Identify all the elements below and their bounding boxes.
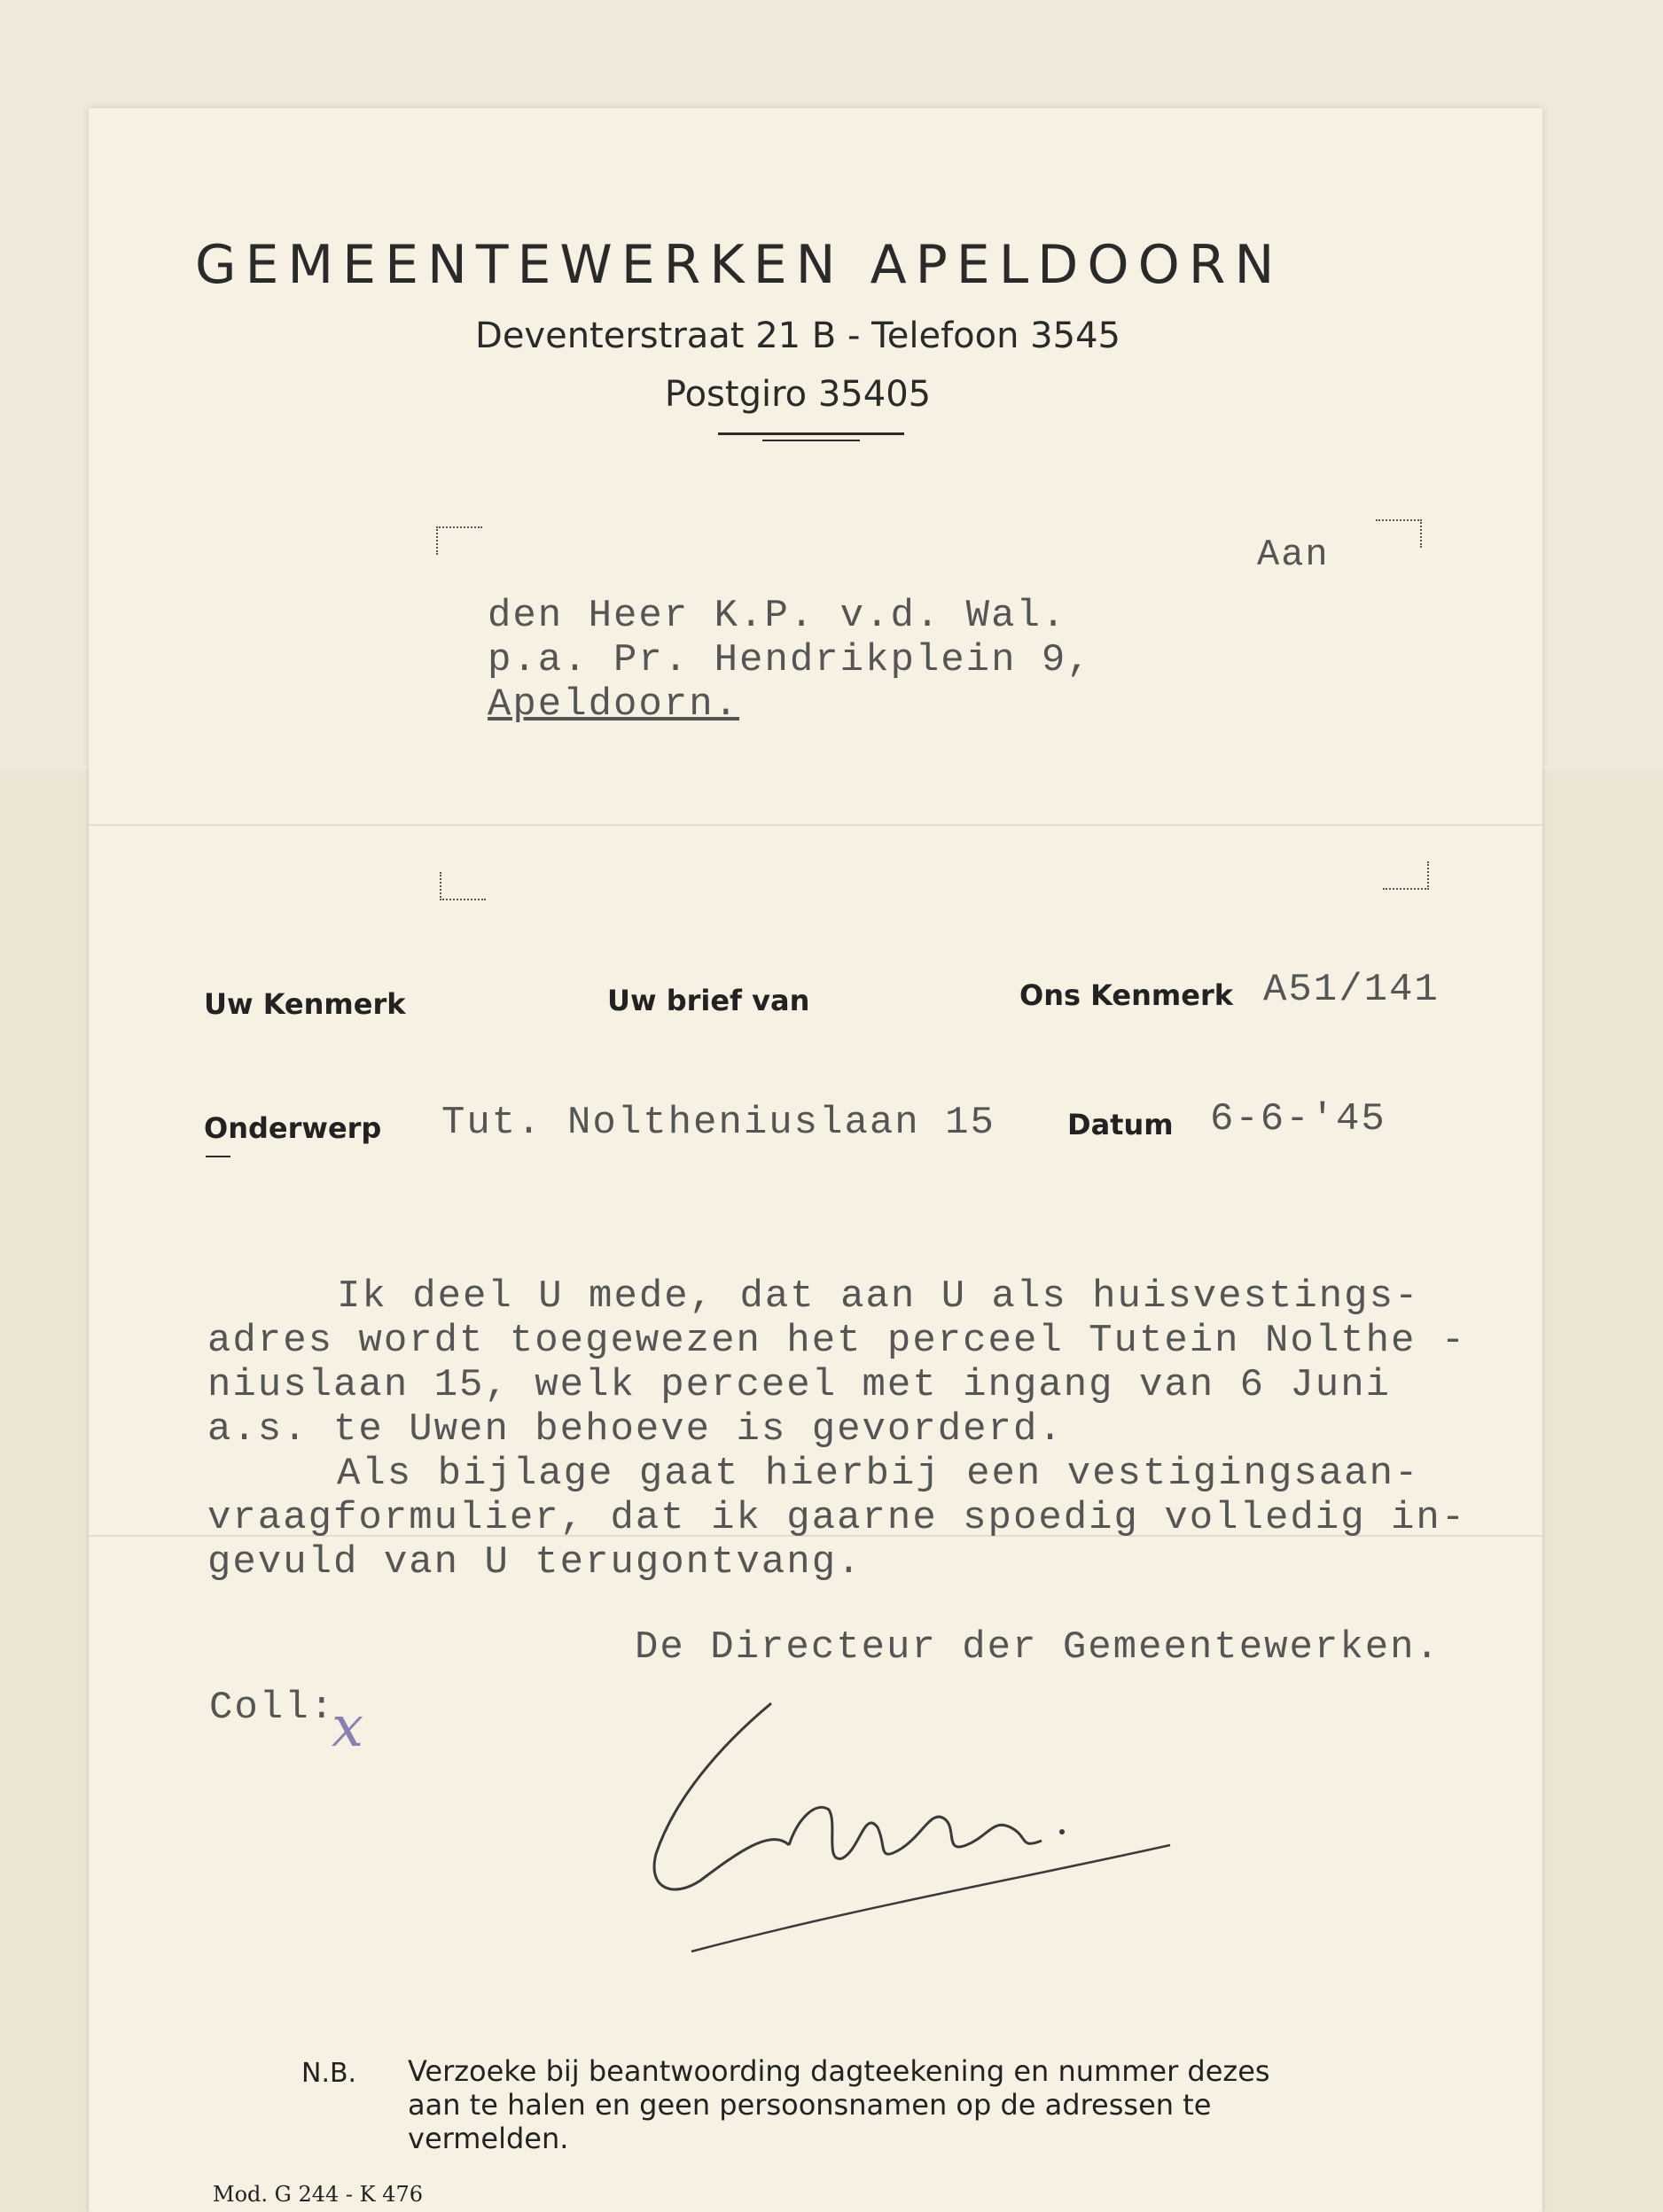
your-letter-label: Uw brief van	[607, 984, 810, 1017]
body-line: vraagformulier, dat ik gaarne spoedig volledig in-	[207, 1496, 1467, 1540]
recipient-line: den Heer K.P. v.d. Wal.	[488, 594, 1067, 638]
letter-sheet	[89, 108, 1542, 2212]
subject-value: Tut. Noltheniuslaan 15	[441, 1101, 995, 1145]
recipient-line: p.a. Pr. Hendrikplein 9,	[488, 638, 1092, 682]
your-reference-label: Uw Kenmerk	[204, 987, 406, 1021]
address-window-corner-tr	[1376, 519, 1422, 548]
recipient-line-city: Apeldoorn.	[488, 682, 740, 727]
body-line: Als bijlage gaat hierbij een vestigingsaan-	[337, 1452, 1420, 1496]
footer-nb-label: N.B.	[301, 2058, 357, 2089]
letterhead-giro: Postgiro 35405	[664, 374, 932, 415]
signatory-title: De Directeur der Gemeentewerken.	[635, 1625, 1440, 1670]
body-line: gevuld van U terugontvang.	[207, 1540, 863, 1585]
date-label: Datum	[1067, 1108, 1174, 1141]
footer-nb-line: Verzoeke bij beantwoording dagteekening en nummer dezes	[408, 2054, 1270, 2088]
address-window-corner-br	[1383, 861, 1429, 890]
letterhead-rule-short	[762, 440, 860, 441]
footer-nb-line: aan te halen en geen persoonsnamen op de adressen te	[408, 2088, 1212, 2122]
body-line: Ik deel U mede, dat aan U als huisvestings-	[337, 1274, 1420, 1319]
fold-line	[89, 824, 1542, 826]
form-code: Mod. G 244 - K 476	[213, 2182, 423, 2207]
letterhead-address: Deventerstraat 21 B - Telefoon 3545	[475, 315, 1120, 356]
letterhead-organization: GEMEENTEWERKEN APELDOORN	[195, 234, 1284, 296]
coll-label: Coll:	[209, 1686, 336, 1730]
body-line: adres wordt toegewezen het perceel Tutein Nolthe -	[207, 1319, 1467, 1363]
our-reference-label: Ons Kenmerk	[1019, 978, 1233, 1012]
signature	[638, 1668, 1347, 2005]
our-reference-value: A51/141	[1263, 968, 1440, 1012]
coll-initial-mark: x	[332, 1694, 364, 1760]
recipient-to-label: Aan	[1257, 534, 1330, 576]
date-value: 6-6-'45	[1210, 1097, 1386, 1141]
subject-label: Onderwerp	[204, 1111, 382, 1145]
body-line: niuslaan 15, welk perceel met ingang van 6 Juni	[207, 1363, 1392, 1407]
address-window-corner-bl	[440, 872, 486, 900]
body-line: a.s. te Uwen behoeve is gevorderd.	[207, 1407, 1064, 1452]
subject-label-mark	[206, 1156, 230, 1157]
address-window-corner-tl	[436, 526, 482, 555]
letterhead-rule	[718, 432, 904, 435]
footer-nb-line: vermelden.	[408, 2122, 569, 2155]
